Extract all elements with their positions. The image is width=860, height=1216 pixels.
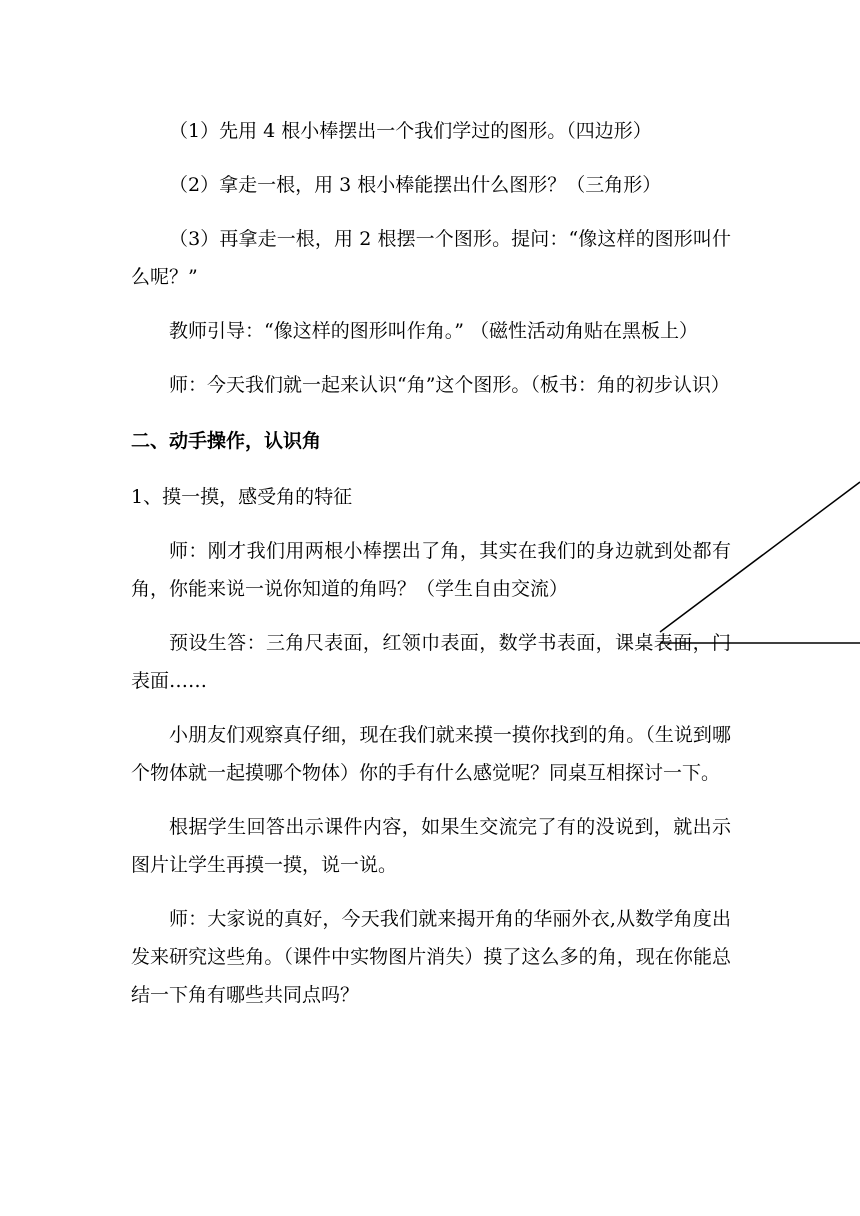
angle-ray-upper — [660, 482, 860, 632]
paragraph-teacher-intro: 师：今天我们就一起来认识“角”这个图形。（板书：角的初步认识） — [169, 374, 730, 396]
paragraph-touch-activity: 小朋友们观察真仔细，现在我们就来摸一摸你找到的角。（生说到哪个物体就一起摸哪个物体）你的手有什么感觉呢？同桌互相探讨一下。 — [131, 724, 731, 784]
paragraph-summary-question: 师：大家说的真好，今天我们就来揭开角的华丽外衣,从数学角度出发来研究这些角。（课件中实物图片消失）摸了这么多的角，现在你能总结一下角有哪些共同点吗？ — [131, 908, 731, 1006]
paragraph-step-2: （2）拿走一根，用 3 根小棒能摆出什么图形？（三角形） — [169, 174, 662, 196]
paragraph-step-3: （3）再拿走一根，用 2 根摆一个图形。提问：“像这样的图形叫什么呢？” — [131, 228, 731, 288]
section-heading: 二、动手操作，认识角 — [131, 430, 322, 452]
subsection-heading: 1、摸一摸，感受角的特征 — [131, 486, 353, 508]
paragraph-expected-answer: 预设生答：三角尺表面，红领巾表面，数学书表面，课桌表面，门表面…… — [131, 632, 731, 692]
paragraph-teacher-guide: 教师引导：“像这样的图形叫作角。” （磁性活动角贴在黑板上） — [169, 320, 698, 342]
paragraph-courseware: 根据学生回答出示课件内容，如果生交流完了有的没说到，就出示图片让学生再摸一摸，说一说。 — [131, 816, 731, 876]
paragraph-teacher-question: 师：刚才我们用两根小棒摆出了角，其实在我们的身边就到处都有角，你能来说一说你知道的角吗？（学生自由交流） — [131, 540, 731, 600]
document-body — [131, 112, 731, 1014]
paragraph-step-1: （1）先用 4 根小棒摆出一个我们学过的图形。（四边形） — [169, 120, 652, 142]
angle-figure — [655, 478, 860, 653]
